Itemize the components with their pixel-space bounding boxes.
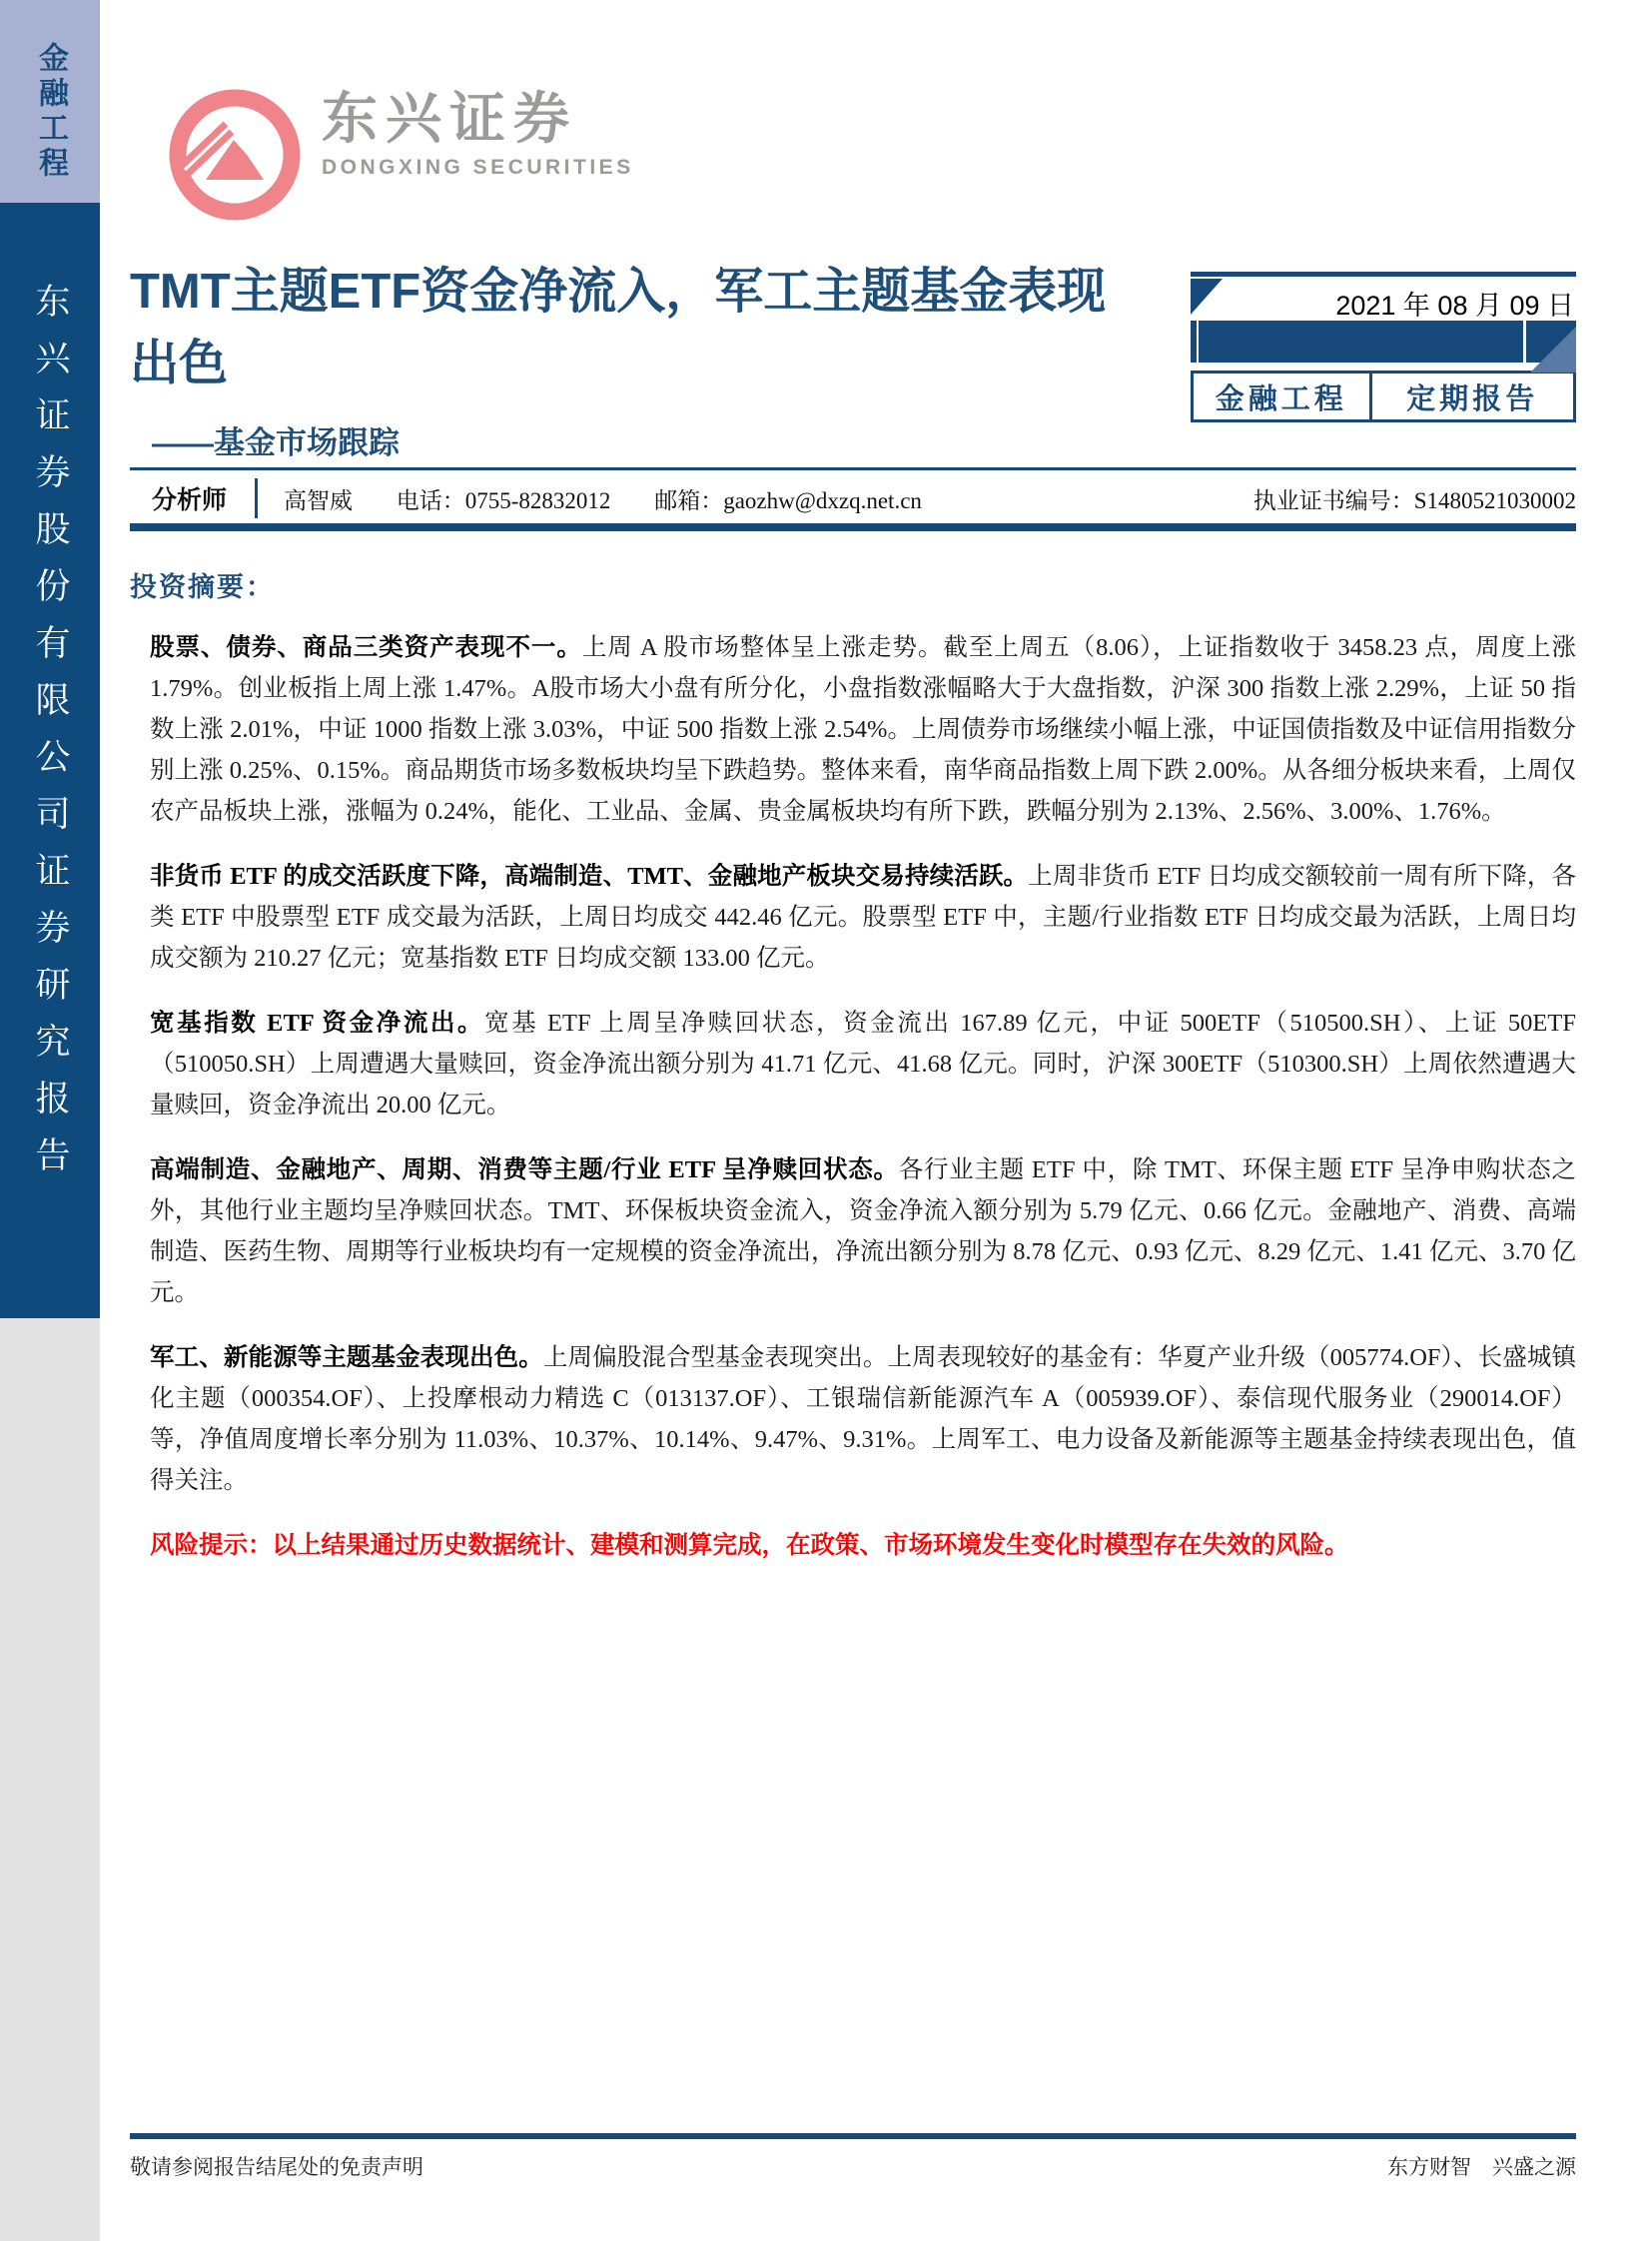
dongxing-logo [168,88,634,227]
sidebar-category-label: 金融工程 [34,42,67,182]
body-paragraph [150,856,1576,979]
footer-rule [130,2133,1576,2139]
left-sidebar [0,0,100,2241]
dongxing-logo-icon [168,88,302,227]
analyst-email: 邮箱：gaozhw@dxzq.net.cn [654,487,922,513]
header-right-block [1191,272,1576,422]
analyst-cert-number: 执业证书编号：S1480521030002 [1252,487,1576,513]
report-tags [1191,371,1576,422]
body-paragraph [150,1003,1576,1125]
paragraph-text: 宽基 ETF 上周呈净赎回状态，资金流出 167.89 亿元，中证 500ETF（510500.SH）、上证 50ETF（510050.SH）上周遭遇大量赎回，资金净流出额分别为 41.71 亿元、41.68 亿元。同时，沪深 300ETF（510300.SH）上周依然遭遇大量赎回，资金净流出 20.00 亿元。 [150,1010,1576,1119]
analyst-phone: 电话：0755-82832012 [396,487,611,513]
paragraph-lead: 军工、新能源等主题基金表现出色。 [150,1344,543,1371]
risk-note: 风险提示：以上结果通过历史数据统计、建模和测算完成，在政策、市场环境发生变化时模型存在失效的风险。 [150,1532,1349,1559]
body-paragraph [150,627,1576,832]
paragraph-lead: 宽基指数 ETF 资金净流出。 [150,1010,485,1037]
date-row [1191,277,1576,321]
analyst-label: 分析师 [152,487,228,514]
paragraph-text: 各行业主题 ETF 中，除 TMT、环保主题 ETF 呈净申购状态之外，其他行业主题均呈净赎回状态。TMT、环保板块资金流入，资金净流入额分别为 5.79 亿元、0.66 亿元。金融地产、消费、高端制造、医药生物、周期等行业板块均有一定规模的资金净流出，净流出额分别为 8.78 亿元、0.93 亿元、8.29 亿元、1.41 亿元、3.70 亿元。 [150,1156,1576,1306]
banner-left-divider [1197,321,1199,363]
paragraph-text: 上周偏股混合型基金表现突出。上周表现较好的基金有：华夏产业升级（005774.OF）、长盛城镇化主题（000354.OF）、上投摩根动力精选 C（013137.OF）、工银瑞信新能源汽车 A（005939.OF）、泰信现代服务业（290014.OF）等，净值周度增长率分别为 11.03%、10.37%、10.14%、9.47%、9.31%。上周军工、电力设备及新能源等主题基金持续表现出色，值得关注。 [150,1344,1576,1494]
date-corner-triangle-icon [1191,279,1223,315]
tag-periodic-report: 定期报告 [1406,382,1539,415]
analyst-info [284,482,960,515]
analyst-row [130,473,1576,523]
tag-finance-engineering: 金融工程 [1194,374,1372,419]
header-banner [1191,321,1576,363]
banner-right-divider [1523,321,1526,363]
summary-heading: 投资摘要： [130,572,275,602]
sidebar-company-label: 东兴证券股份有限公司证券研究报告 [31,283,70,1193]
summary-body [150,627,1576,1590]
body-paragraph [150,1337,1576,1501]
sidebar-company-strip [0,203,100,1318]
paragraph-text: 上周非货币 ETF 日均成交额较前一周有所下降，各类 ETF 中股票型 ETF 成交最为活跃，上周日均成交 442.46 亿元。股票型 ETF 中，主题/行业指数 ETF 日均成交最为活跃，上周日均成交额为 210.27 亿元；宽基指数 ETF 日均成交额 133.00 亿元。 [150,863,1576,972]
report-title: TMT主题ETF资金净流入，军工主题基金表现出色 [130,265,1107,390]
body-paragraph [150,1149,1576,1313]
analyst-name: 高智威 [284,487,354,513]
footer-disclaimer: 敬请参阅报告结尾处的免责声明 [130,2155,423,2179]
analyst-top-rule [130,467,1576,470]
page-footer [130,2151,1576,2181]
report-subtitle: ——基金市场跟踪 [152,425,400,460]
logo-cn-text: 东兴证券 [322,87,577,150]
sidebar-gray-strip [0,1318,100,2241]
paragraph-lead: 高端制造、金融地产、周期、消费等主题/行业 ETF 呈净赎回状态。 [150,1156,899,1183]
paragraph-text: 上周 A 股市场整体呈上涨走势。截至上周五（8.06），上证指数收于 3458.23 点，周度上涨 1.79%。创业板指上周上涨 1.47%。A股市场大小盘有所分化，小盘指数涨幅略大于大盘指数，沪深 300 指数上涨 2.29%，上证 50 指数上涨 2.01%，中证 1000 指数上涨 3.03%，中证 500 指数上涨 2.54%。上周债券市场继续小幅上涨，中证国债指数及中证信用指数分别上涨 0.25%、0.15%。商品期货市场多数板块均呈下跌趋势。整体来看，南华商品指数上周下跌 2.00%。从各细分板块来看，上周仅农产品板块上涨，涨幅为 0.24%，能化、工业品、金属、贵金属板块均有所下跌，跌幅分别为 2.13%、2.56%、3.00%、1.76%。 [150,634,1576,825]
report-date: 2021 年 08 月 09 日 [1335,291,1574,321]
paragraph-lead: 股票、债券、商品三类资产表现不一。 [150,634,582,661]
sidebar-category-strip [0,0,100,203]
banner-corner-triangle-icon [1530,327,1576,373]
analyst-divider [255,478,258,518]
analyst-bottom-rule [130,523,1576,531]
logo-en-text: DONGXING SECURITIES [322,155,634,179]
paragraph-lead: 非货币 ETF 的成交活跃度下降，高端制造、TMT、金融地产板块交易持续活跃。 [150,863,1029,890]
footer-slogan: 东方财智 兴盛之源 [1387,2155,1576,2179]
